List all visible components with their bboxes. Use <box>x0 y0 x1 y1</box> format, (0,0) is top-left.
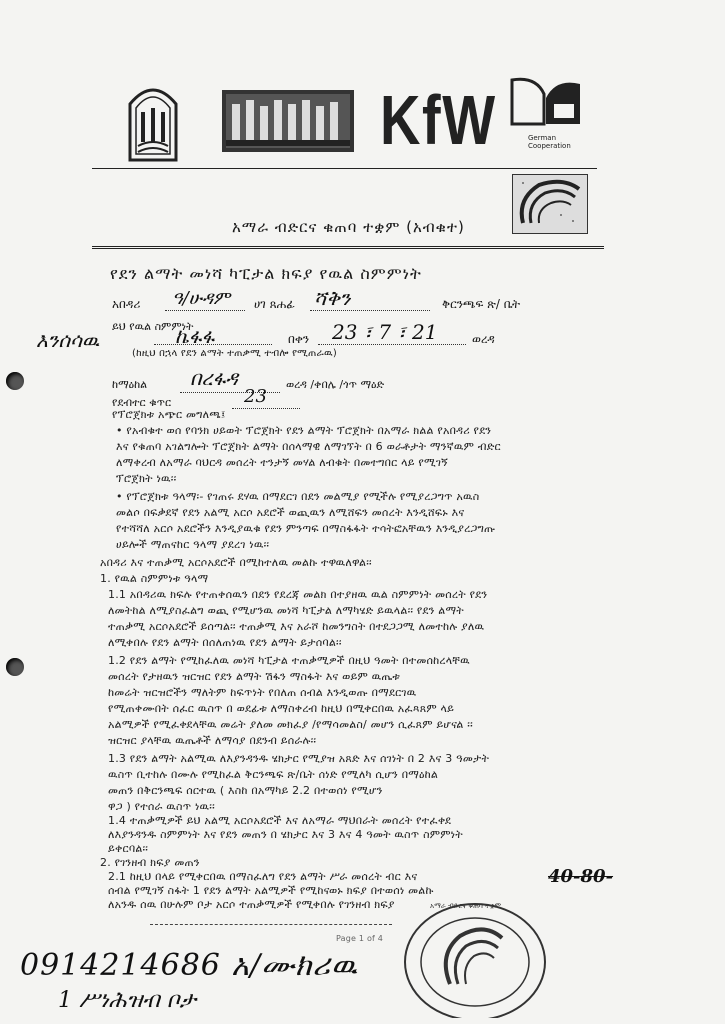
body-line: ዉስጥ ቢተከሉ በሙሉ የሚከፈል ቅርንጫፍ ጽ/ቤት ሰነድ የሚለካ ሲሆን በማዕከል <box>108 768 439 781</box>
body-line: ሀይሎች ማጠናከር ዓላማ ያደረገ ነዉ፡፡ <box>116 538 270 551</box>
punch-hole-bottom <box>6 658 24 676</box>
field-date-label: በቀን <box>288 332 310 346</box>
emblem-logo <box>124 80 182 166</box>
body-line: መልሶ በፍቃደኛ የደን አልሚ አርሶ አደሮች ወጪዉን ለሚሸፍን መሰረት እንዲሸፍኑ እና <box>116 506 465 519</box>
header-rule-top <box>92 168 597 169</box>
handwritten-amount: 40-80- <box>548 866 614 887</box>
building-banner-logo <box>222 90 354 152</box>
field-farmer-value: ኬፋፋ <box>175 324 215 348</box>
body-line: ዝርዝር ያላቸዉ ዉጤቶች ለማሳያ በደንብ ይሰራሉ፡፡ <box>108 734 317 747</box>
field-date-value: 23 ፣ 7 ፣ 21 <box>332 320 438 344</box>
body-line: ለመትከል ለሚያስፈልግ ወጪ የሚሆንዉ መነሻ ካፒታል ለማካሄድ ይዉላል፡፡ የደን ልማት <box>108 604 464 617</box>
field-lender-value: ዓ/ሁዳም <box>172 288 231 309</box>
acsi-logo <box>512 174 588 234</box>
field-agreement-label: ይህ የዉል ስምምነት <box>112 320 194 333</box>
official-stamp <box>400 898 550 1018</box>
field-woreda-label: ወረዳ <box>472 332 495 346</box>
body-line: ፕሮጀክት ነዉ፡፡ <box>116 472 177 485</box>
field-lender-line <box>165 310 245 311</box>
body-line: ሰብል የሚገኝ ስፋት 1 የደን ልማት አልሚዎች የሚከናወኑ ክፍያ በተወሰነ መልኩ <box>108 884 434 897</box>
body-line: ለአንዱ ሰዉ በሁሉም ቦታ አርሶ ተጠቃሚዎች የሚቀበሉ የገንዘብ ክፍያ <box>108 898 395 911</box>
document-title: የደን ልማት መነሻ ካፒታል ክፍያ የዉል ስምምነት <box>110 264 422 283</box>
field-center-tail: ወረዳ /ቀበሌ /ጎጥ ማዕድ <box>286 378 385 391</box>
body-line: 2.1 ከዚህ በላይ የሚቀርበዉ በማስፈለግ የደን ልማት ሥራ መሰረት ብር እና <box>108 870 418 883</box>
body-line: የተሻሻለ አርሶ አደሮችን እንዲያዉቁ የደን ምንጣፍ በማስፋፋት ተሳትፎአቸዉን እንዲያረጋግጡ <box>116 522 496 535</box>
body-line: እና የቁጠባ አገልግሎት ፕሮጀክት ልማት በሰላማዊ ለማገኘት በ 6 ወራቶታት ማንኛዉም ብድር <box>116 440 501 453</box>
page-number: Page 1 of 4 <box>336 934 384 943</box>
field-clerk-line <box>310 310 430 311</box>
body-line: 1.3 የደን ልማት አልሚዉ ለእያንዳንዱ ሄክታር የሚያዝ አጸድ እና ሰገነት በ 2 እና 3 ዓመታት <box>108 752 490 765</box>
punch-hole-top <box>6 372 24 390</box>
field-lender-label: አበዳሪ <box>112 297 141 311</box>
body-line: ይቀርባል፡፡ <box>108 842 149 855</box>
field-branch-label: ቅርንጫፍ ጽ/ ቤት <box>442 297 521 311</box>
field-farmer-label: እንሰሳዉ <box>36 328 100 352</box>
body-line: ለሚቀበሉ የደን ልማት በሰለጠነዉ የደን ልማት ይታሰባል፡፡ <box>108 636 342 649</box>
field-clerk-value: ሻቅን <box>314 286 351 310</box>
body-line: አበዳሪ እና ተጠቃሚ አርሶአደሮች በሚከተለዉ መልኩ ተዋዉለዋል፡፡ <box>100 556 372 569</box>
body-line: ለእያንዳንዱ ስምምነት እና የደን መጠን በ ሄክታር እና 3 እና 4 ዓመት ዉስጥ ስምምነት <box>108 828 463 841</box>
body-line: • የፕሮጀክቱ ዓላማ፡- የገጠሩ ደሃዉ በማደርገ በደን መልሚያ የሚችሉ የሚያረጋግጥ አዉስ <box>116 490 480 503</box>
body-line: • የአብቁተ ወሰ የባንክ ሀይወት ፕሮጀክት የደን ልማት ፕሮጀክት በአማራ ክልል የአበዳሪ የደን <box>116 424 492 437</box>
body-line: መሰረት የታዘዉን ዝርዝር የደን ልማት ሽፋን ማስፋት እና ወይም ዉጤቱ <box>108 670 400 683</box>
footer-rule <box>150 924 392 925</box>
body-line: 1.4 ተጠቃሚዎች ይህ አልሚ አርሶአደሮች እና ለአማራ ማህበራት መሰረት የተፈቀደ <box>108 814 452 827</box>
field-center-label: ከማዕከል <box>112 378 148 391</box>
body-line: አልሚዎች የሚፈቀደላቸዉ መሬት ያለመ መክፈያ /የማሳመልስ/ መሆን ሲፈጸም ይሆናል ፡፡ <box>108 718 473 731</box>
stamp-text: አማራ ብድርና ቁጠባ ተቋም <box>430 902 502 910</box>
field-clerk-label: ሀገ ጸሐፊ <box>254 297 296 311</box>
field-passbook-label: የደብተር ቁጥር <box>112 396 172 409</box>
body-line: የሚጠቀሙበት ሰፈር ዉስጥ በ ወደፊቱ ለማስቀረብ ከዚህ በሚቀርበዉ አፈጻጸም ላይ <box>108 702 455 715</box>
body-line: ከመሬት ዝርዝሮችን ማለትም ከፍጥነት የበለጠ ሰብል እንዲወጡ በማደርገዉ <box>108 686 417 699</box>
kfw-logo: KfW <box>380 81 497 159</box>
body-line: ተጠቃሚ አርሶአደሮች ይሰጣል፡፡ ተጠቃሚ እና አራሾ ከመንግስት በተደጋጋሚ ለመተከሉ ያለዉ <box>108 620 485 633</box>
section-heading: 2. የገንዘብ ክፍያ መጠን <box>100 856 200 869</box>
field-passbook-value: 23 <box>244 386 267 407</box>
body-line: ለማቀረብ ለአማራ ባህርዳ መሰረት ተንታኝ መሃል ለብቁት በመተግበር ላይ የሚገኝ <box>116 456 448 469</box>
german-cooperation-text: German Cooperation <box>528 134 571 150</box>
section-heading: 1. የዉል ስምምነቱ ዓላማ <box>100 572 209 585</box>
field-passbook-line <box>232 408 300 409</box>
organization-title: አማራ ብድርና ቁጠባ ተቋም (አብቁተ) <box>232 218 465 236</box>
field-farmer-note: (ከዚህ በኋላ የደን ልማት ተጠቃሚ ተብሎ የሚጠራዉ) <box>132 348 337 359</box>
body-line: መጠን በቅርንጫፍ ሰርተዉ ( እስከ በአማካይ 2.2 በተወሰነ የሚሆን <box>108 784 383 797</box>
field-date-line <box>318 344 466 345</box>
body-line: 1.1 አበዳሪዉ ክፍሉ የተጠቀሰዉን በደን የደረጃ መልክ በተያዘዉ ዉል ስምምነት መሰረት የደን <box>108 588 488 601</box>
body-line: ዋጋ ) የተሰራ ዉስጥ ነዉ፡፡ <box>108 800 215 813</box>
body-line: የፕሮጀክቱ አጭር መግለጫ፤ <box>112 408 226 421</box>
handwritten-phone: 0914214686 አ/ሙክሪዉ <box>20 948 359 983</box>
german-cooperation-logo <box>506 74 586 152</box>
handwritten-note: 1 ሥነሕዝብ ቦታ <box>58 988 196 1013</box>
field-center-value: በረፋዳ <box>190 366 238 390</box>
body-line: 1.2 የደን ልማት የሚከፈለዉ መነሻ ካፒታል ተጠቃሚዎች በዚህ ዓመት በተመሰከረላቸዉ <box>108 654 470 667</box>
header-rule-bottom <box>92 246 604 249</box>
